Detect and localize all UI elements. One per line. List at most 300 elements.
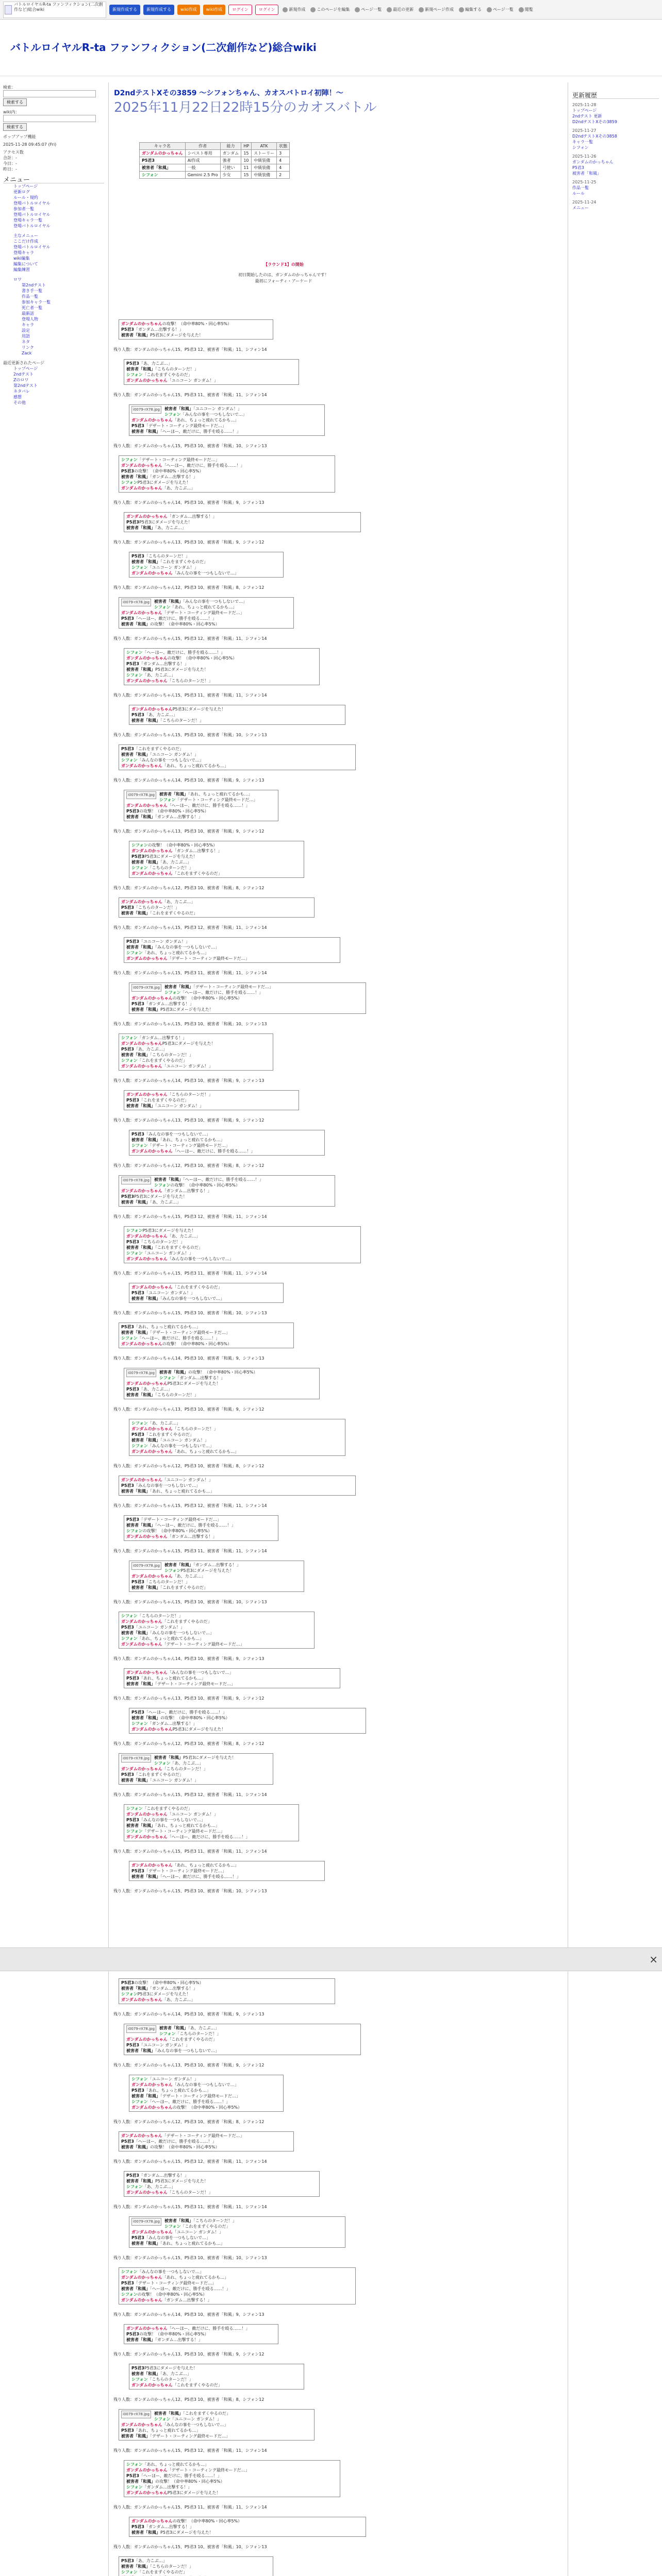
line-text: の攻撃！（命中率80%・回心率5%） bbox=[162, 1342, 232, 1346]
speaker-name[interactable]: 被害者「和風」 bbox=[126, 1682, 155, 1686]
speaker-name[interactable]: 被害者「和風」 bbox=[159, 2026, 188, 2030]
speaker-name[interactable]: 被害者「和風」 bbox=[121, 622, 150, 626]
speaker-name[interactable]: P5君3 bbox=[131, 2088, 144, 2093]
speaker-name[interactable]: シフォン bbox=[131, 843, 148, 848]
speaker-name[interactable]: P5君3 bbox=[126, 1240, 139, 1244]
speaker-name[interactable]: ガンダムのかっちゃん bbox=[131, 571, 173, 575]
speaker-name[interactable]: P5君3 bbox=[121, 327, 134, 332]
speaker-name[interactable]: ガンダムのかっちゃん bbox=[131, 1727, 173, 1732]
speaker-name[interactable]: 被害者「和風」 bbox=[154, 1177, 183, 1182]
speaker-name[interactable]: P5君3 bbox=[121, 1483, 134, 1488]
status-line: 残り人数：ガンダムのかっちゃん13、P5君3 10、被害者「和風」9、シフォン12 bbox=[113, 829, 264, 834]
speaker-name[interactable]: ガンダムのかっちゃん bbox=[121, 1478, 162, 1482]
speaker-name[interactable]: P5君3 bbox=[126, 1818, 139, 1822]
speaker-name[interactable]: シフォン bbox=[126, 2485, 143, 2489]
menu-item[interactable]: トップページ bbox=[13, 184, 38, 189]
menu2-item[interactable]: ここだけ作成 bbox=[13, 239, 38, 244]
speaker-name[interactable]: 被害者「和風」 bbox=[131, 560, 160, 564]
speaker-name[interactable]: P5君3 bbox=[131, 1132, 144, 1137]
menu2-item[interactable]: 編集について bbox=[13, 262, 38, 266]
speaker-name[interactable]: ガンダムのかっちゃん bbox=[131, 1285, 173, 1290]
speaker-name[interactable]: シフォン bbox=[131, 565, 148, 570]
speaker-name[interactable]: ガンダムのかっちゃん bbox=[121, 1619, 162, 1624]
menu2-item[interactable]: wiki編集 bbox=[13, 256, 30, 261]
tree-item[interactable]: 設定 bbox=[22, 328, 30, 333]
table-cell[interactable]: シフォン bbox=[140, 172, 186, 179]
menu-item[interactable]: 登場バトルロイヤル bbox=[13, 224, 51, 228]
speaker-name[interactable]: シフォン bbox=[164, 412, 181, 417]
speaker-name[interactable]: ガンダムのかっちゃん bbox=[121, 1642, 162, 1647]
speaker-name[interactable]: ガンダムのかっちゃん bbox=[121, 611, 162, 615]
log-line bbox=[131, 2530, 363, 2535]
speaker-name[interactable]: ガンダムのかっちゃん bbox=[131, 996, 173, 1001]
speaker-name[interactable]: ガンダムのかっちゃん bbox=[126, 1092, 168, 1097]
character-image[interactable]: i0079-rX78.jpg bbox=[131, 984, 161, 992]
tree-item[interactable]: リンク bbox=[22, 345, 34, 350]
speaker-name[interactable]: P5君3 bbox=[121, 616, 134, 621]
speaker-name[interactable]: シフォン bbox=[159, 798, 176, 802]
speaker-name[interactable]: シフォン bbox=[131, 1143, 148, 1148]
speaker-name[interactable]: シフォン bbox=[164, 2224, 181, 2229]
speaker-name[interactable]: 被害者「和風」 bbox=[154, 2411, 183, 2416]
speaker-name[interactable]: P5君3 bbox=[121, 2558, 134, 2563]
speaker-name[interactable]: シフォン bbox=[126, 1251, 143, 1256]
top-link-new[interactable]: 新規作成 bbox=[282, 7, 306, 12]
speaker-name[interactable]: シフォン bbox=[121, 758, 138, 762]
history-item[interactable]: 2ndテスト 更新 bbox=[572, 114, 602, 118]
speaker-name[interactable]: 被害者「和風」 bbox=[164, 985, 193, 989]
speaker-name[interactable]: P5君3 bbox=[121, 469, 134, 473]
speaker-name[interactable]: ガンダムのかっちゃん bbox=[131, 1574, 173, 1579]
speaker-name[interactable]: 被害者「和風」 bbox=[131, 1438, 160, 1443]
speaker-name[interactable]: P5君3 bbox=[121, 747, 134, 751]
speaker-name[interactable]: ガンダムのかっちゃん bbox=[131, 418, 173, 422]
speaker-name[interactable]: 被害者「和風」 bbox=[121, 333, 150, 337]
speaker-name[interactable]: ガンダムのかっちゃん bbox=[126, 1835, 168, 1839]
speaker-name[interactable]: P5君3 bbox=[126, 1517, 139, 1522]
character-image[interactable]: i0079-rX78.jpg bbox=[126, 1369, 156, 1377]
speaker-name[interactable]: ガンダムのかっちゃん bbox=[121, 1997, 162, 2002]
history-item[interactable]: ルール bbox=[572, 191, 585, 196]
speaker-name[interactable]: シフォン bbox=[159, 1376, 176, 1380]
log-entry-box bbox=[124, 790, 278, 821]
speaker-name[interactable]: 被害者「和風」 bbox=[121, 1200, 150, 1205]
speaker-name[interactable]: シフォン bbox=[131, 1721, 148, 1726]
speaker-name[interactable]: ガンダムのかっちゃん bbox=[126, 2190, 168, 2195]
top-link-pages[interactable]: ページ一覧 bbox=[486, 7, 515, 12]
speaker-name[interactable]: 被害者「和風」 bbox=[121, 1489, 150, 1494]
speaker-name[interactable]: 被害者「和風」 bbox=[121, 1631, 150, 1635]
speaker-name[interactable]: シフォン bbox=[154, 1761, 171, 1766]
top-link-recent[interactable]: 最近の更新 bbox=[386, 7, 415, 12]
speaker-name[interactable]: シフォン bbox=[121, 1058, 138, 1063]
speaker-name[interactable]: シフォン bbox=[154, 2417, 171, 2421]
tree-item[interactable]: ネタ bbox=[22, 340, 30, 344]
speaker-name[interactable]: 被害者「和風」 bbox=[164, 406, 193, 411]
speaker-name[interactable]: 被害者「和風」 bbox=[126, 1523, 155, 1528]
recent-item[interactable]: 第2ndテスト bbox=[13, 383, 38, 388]
speaker-name[interactable]: 被害者「和風」 bbox=[126, 2337, 155, 2342]
site-heading[interactable]: バトルロイヤルR-ta ファンフィクション(二次創作など)総合wiki bbox=[10, 41, 317, 54]
speaker-name[interactable]: P5君3 bbox=[126, 2332, 139, 2336]
speaker-name[interactable]: 被害者「和風」 bbox=[131, 1296, 160, 1301]
speaker-name[interactable]: ガンダムのかっちゃん bbox=[126, 2326, 168, 2331]
speaker-name[interactable]: 被害者「和風」 bbox=[126, 1823, 155, 1828]
speaker-name[interactable]: ガンダムのかっちゃん bbox=[121, 764, 162, 768]
log-line bbox=[126, 655, 317, 661]
history-item[interactable]: シフォン bbox=[572, 145, 589, 150]
speaker-name[interactable]: ガンダムのかっちゃん bbox=[131, 2105, 173, 2110]
speaker-name[interactable]: ガンダムのかっちゃん bbox=[126, 803, 168, 808]
speaker-name[interactable]: シフォン bbox=[164, 990, 181, 995]
speaker-name[interactable]: シフォン bbox=[121, 1614, 138, 1618]
speaker-name[interactable]: シフォン bbox=[126, 2462, 143, 2467]
create-button-2[interactable]: 新規作成する bbox=[143, 5, 174, 15]
tree-item[interactable]: 参加キャラ一覧 bbox=[22, 300, 51, 304]
speaker-name[interactable]: シフォン bbox=[154, 605, 171, 609]
recent-item[interactable]: 感想 bbox=[13, 395, 22, 399]
recent-item[interactable]: ネタバレ bbox=[13, 389, 30, 394]
speaker-name[interactable]: P5君3 bbox=[121, 1194, 134, 1199]
speaker-name[interactable]: ガンダムのかっちゃん bbox=[131, 2082, 173, 2087]
search2-button[interactable]: 検索する bbox=[3, 123, 27, 131]
speaker-name[interactable]: 被害者「和風」 bbox=[121, 2145, 150, 2149]
search-input[interactable] bbox=[3, 90, 96, 97]
speaker-name[interactable]: 被害者「和風」 bbox=[126, 2479, 155, 2484]
speaker-name[interactable]: ガンダムのかっちゃん bbox=[121, 463, 162, 468]
speaker-name[interactable]: 被害者「和風」 bbox=[159, 792, 188, 796]
speaker-name[interactable]: ガンダムのかっちゃん bbox=[126, 656, 168, 660]
speaker-name[interactable]: P5君3 bbox=[121, 1625, 134, 1630]
wiki-create-button-2[interactable]: wiki作成 bbox=[203, 5, 226, 15]
table-cell[interactable]: 被害者「和風」 bbox=[140, 164, 186, 172]
speaker-name[interactable]: シフォン bbox=[154, 1183, 171, 1188]
speaker-name[interactable]: シフォン bbox=[131, 1421, 148, 1426]
speaker-name[interactable]: シフォン bbox=[126, 1806, 143, 1811]
speaker-name[interactable]: 被害者「和風」 bbox=[126, 1245, 155, 1250]
speaker-name[interactable]: 被害者「和風」 bbox=[126, 815, 155, 819]
speaker-name[interactable]: ガンダムのかっちゃん bbox=[126, 1812, 168, 1817]
speaker-name[interactable]: シフォン bbox=[131, 2377, 148, 2382]
speaker-name[interactable]: ガンダムのかっちゃん bbox=[126, 2468, 168, 2472]
speaker-name[interactable]: 被害者「和風」 bbox=[131, 2094, 160, 2098]
speaker-name[interactable]: P5君3 bbox=[131, 1580, 144, 1584]
wiki-create-button-1[interactable]: wiki作成 bbox=[177, 5, 200, 15]
line-text: 「こちらのターンだ！」 bbox=[134, 905, 179, 910]
speaker-name[interactable]: ガンダムのかっちゃん bbox=[131, 1449, 173, 1454]
recent-item[interactable]: トップページ bbox=[13, 366, 38, 371]
create-button-1[interactable]: 新規作成する bbox=[109, 5, 140, 15]
history-item[interactable]: メニュー bbox=[572, 206, 589, 210]
speaker-name[interactable]: P5君3 bbox=[121, 1772, 134, 1777]
speaker-name[interactable]: P5君3 bbox=[126, 939, 139, 944]
speaker-name[interactable]: シフォン bbox=[159, 2031, 176, 2036]
speaker-name[interactable]: 被害者「和風」 bbox=[126, 2179, 155, 2183]
log-line bbox=[126, 2490, 338, 2496]
speaker-name[interactable]: 被害者「和風」 bbox=[126, 1104, 155, 1108]
table-cell[interactable]: ガンダムのかっちゃん bbox=[140, 150, 186, 157]
speaker-name[interactable]: ガンダムのかっちゃん bbox=[131, 2383, 173, 2387]
speaker-name[interactable]: シフォン bbox=[131, 2099, 148, 2104]
speaker-name[interactable]: 被害者「和風」 bbox=[121, 1986, 150, 1991]
speaker-name[interactable]: シフォン bbox=[121, 457, 138, 462]
speaker-name[interactable]: ガンダムのかっちゃん bbox=[126, 1670, 168, 1675]
speaker-name[interactable]: 被害者「和風」 bbox=[131, 2241, 160, 2246]
speaker-name[interactable]: P5君3 bbox=[121, 2139, 134, 2144]
top-link-view[interactable]: 閲覧 bbox=[518, 7, 534, 12]
speaker-name[interactable]: ガンダムのかっちゃん bbox=[121, 1342, 162, 1346]
speaker-name[interactable]: 被害者「和風」 bbox=[121, 2286, 150, 2291]
login-button-2[interactable]: ログイン bbox=[255, 5, 279, 15]
speaker-name[interactable]: P5君3 bbox=[131, 1869, 144, 1873]
top-link-edit2[interactable]: 編集する bbox=[458, 7, 483, 12]
speaker-name[interactable]: 被害者「和風」 bbox=[126, 367, 155, 371]
speaker-name[interactable]: 被害者「和風」 bbox=[154, 599, 183, 604]
speaker-name[interactable]: ガンダムのかっちゃん bbox=[131, 1149, 173, 1154]
speaker-name[interactable]: ガンダムのかっちゃん bbox=[121, 1041, 162, 1046]
speaker-name[interactable]: シフォン bbox=[126, 951, 143, 955]
login-button-1[interactable]: ログイン bbox=[228, 5, 252, 15]
character-image[interactable]: i0079-rX78.jpg bbox=[131, 406, 161, 414]
menu-item[interactable]: 更新ログ bbox=[13, 190, 30, 194]
speaker-name[interactable]: ガンダムのかっちゃん bbox=[126, 378, 168, 383]
recent-item[interactable]: 2ndテスト bbox=[13, 372, 34, 377]
speaker-name[interactable]: ガンダムのかっちゃん bbox=[121, 1189, 162, 1193]
speaker-name[interactable]: シフォン bbox=[121, 480, 138, 485]
line-text: 「へーほー、敵だけに、勝手を殴る……！」 bbox=[144, 1710, 227, 1715]
character-image[interactable]: i0079-rX78.jpg bbox=[121, 1755, 151, 1762]
speaker-name[interactable]: ガンダムのかっちゃん bbox=[121, 2275, 162, 2280]
speaker-name[interactable]: ガンダムのかっちゃん bbox=[131, 2519, 173, 2523]
menu-item[interactable]: 登場バトルロイヤル bbox=[13, 201, 51, 206]
speaker-name[interactable]: 被害者「和風」 bbox=[121, 911, 150, 916]
menu-item[interactable]: 参加者一覧 bbox=[13, 207, 34, 211]
speaker-name[interactable]: 被害者「和風」 bbox=[126, 1393, 155, 1397]
speaker-name[interactable]: ガンダムのかっちゃん bbox=[126, 1257, 168, 1261]
speaker-name[interactable]: 被害者「和風」 bbox=[126, 945, 155, 950]
speaker-name[interactable]: P5君3 bbox=[126, 662, 139, 666]
speaker-name[interactable]: ガンダムのかっちゃん bbox=[131, 849, 173, 853]
tree-item[interactable]: 最新話 bbox=[22, 311, 34, 316]
tree-item[interactable]: キャラ bbox=[22, 323, 34, 327]
speaker-name[interactable]: 被害者「和風」 bbox=[131, 2371, 160, 2376]
history-item[interactable]: トップページ bbox=[572, 108, 597, 113]
speaker-name[interactable]: P5君3 bbox=[121, 905, 134, 910]
speaker-name[interactable]: 被害者「和風」 bbox=[121, 1778, 150, 1783]
speaker-name[interactable]: P5君3 bbox=[131, 423, 144, 428]
speaker-name[interactable]: P5君3 bbox=[121, 1325, 134, 1329]
top-link-list[interactable]: ページ一覧 bbox=[354, 7, 383, 12]
speaker-name[interactable]: P5君3 bbox=[121, 2428, 134, 2433]
history-item[interactable]: ガンダムのかっちゃん bbox=[572, 160, 614, 164]
character-image[interactable]: i0079-rX78.jpg bbox=[121, 599, 151, 606]
speaker-name[interactable]: 被害者「和風」 bbox=[126, 667, 155, 672]
menu-item[interactable]: ルール・規約 bbox=[13, 195, 38, 200]
speaker-name[interactable]: P5君3 bbox=[126, 1098, 139, 1103]
search-button[interactable]: 検索する bbox=[3, 98, 27, 106]
speaker-name[interactable]: 被害者「和風」 bbox=[131, 1138, 160, 1142]
speaker-name[interactable]: ガンダムのかっちゃん bbox=[131, 1863, 173, 1868]
speaker-name[interactable]: P5君3 bbox=[126, 2043, 139, 2047]
speaker-name[interactable]: ガンダムのかっちゃん bbox=[126, 956, 168, 961]
menu-item[interactable]: 登場バトルロイヤル bbox=[13, 212, 51, 217]
speaker-name[interactable]: 被害者「和風」 bbox=[164, 2218, 193, 2223]
recent-item[interactable]: Zのロワ bbox=[13, 378, 29, 382]
tree-item[interactable]: 第2ndテスト bbox=[22, 283, 46, 287]
line-text: の攻撃！（命中率80%・回心率5%） bbox=[142, 1529, 212, 1533]
menu2-item[interactable]: 登場キャラ bbox=[13, 250, 34, 255]
speaker-name[interactable]: ガンダムのかっちゃん bbox=[121, 1767, 162, 1771]
speaker-name[interactable]: ガンダムのかっちゃん bbox=[121, 2133, 162, 2138]
speaker-name[interactable]: シフォン bbox=[131, 866, 148, 870]
speaker-name[interactable]: P5君3 bbox=[131, 1002, 144, 1006]
tree-item[interactable]: 書き手一覧 bbox=[22, 289, 42, 293]
top-link-newpage[interactable]: 新規ページ作成 bbox=[418, 7, 455, 12]
speaker-name[interactable]: シフォン bbox=[121, 1636, 138, 1641]
character-image[interactable]: i0079-rX78.jpg bbox=[131, 1562, 161, 1570]
speaker-name[interactable]: ガンダムのかっちゃん bbox=[126, 1234, 168, 1239]
speaker-name[interactable]: 被害者「和風」 bbox=[131, 2530, 160, 2535]
speaker-name[interactable]: 被害者「和風」 bbox=[131, 718, 160, 723]
log-line bbox=[121, 2144, 291, 2150]
site-selector[interactable] bbox=[3, 2, 106, 18]
speaker-name[interactable]: シフォン bbox=[121, 2269, 138, 2274]
speaker-name[interactable]: ガンダムのかっちゃん bbox=[131, 2230, 173, 2234]
menu2-item[interactable]: 登場バトルロイヤル bbox=[13, 245, 51, 249]
speaker-name[interactable]: シフォン bbox=[121, 2292, 138, 2297]
character-image[interactable]: i0079-rX78.jpg bbox=[121, 1177, 151, 1184]
speaker-name[interactable]: 被害者「和風」 bbox=[131, 1585, 160, 1590]
speaker-name[interactable]: シフォン bbox=[164, 1568, 181, 1573]
character-image[interactable]: i0079-rX78.jpg bbox=[131, 2218, 161, 2226]
search2-input[interactable] bbox=[3, 115, 96, 122]
speaker-name[interactable]: 被害者「和風」 bbox=[131, 1874, 160, 1879]
character-image[interactable]: i0079-rX78.jpg bbox=[126, 2025, 156, 2033]
speaker-name[interactable]: 被害者「和風」 bbox=[121, 2434, 150, 2438]
speaker-name[interactable]: 被害者「和風」 bbox=[121, 1053, 150, 1057]
speaker-name[interactable]: P5君3 bbox=[131, 713, 144, 717]
speaker-name[interactable]: ガンダムのかっちゃん bbox=[131, 707, 173, 711]
speaker-name[interactable]: P5君3 bbox=[131, 1291, 144, 1295]
speaker-name[interactable]: ガンダムのかっちゃん bbox=[126, 2037, 168, 2042]
top-link-edit[interactable]: このページを編集 bbox=[309, 7, 351, 12]
history-item[interactable]: キャラ一覧 bbox=[572, 140, 593, 144]
speaker-name[interactable]: P5君3 bbox=[126, 1676, 139, 1681]
history-item[interactable]: 作品一覧 bbox=[572, 185, 589, 190]
speaker-name[interactable]: 被害者「和風」 bbox=[164, 1563, 193, 1567]
speaker-name[interactable]: P5君3 bbox=[121, 1047, 134, 1052]
speaker-name[interactable]: シフォン bbox=[126, 673, 143, 677]
speaker-name[interactable]: P5君3 bbox=[126, 809, 139, 814]
menu2-item[interactable]: 編集練習 bbox=[13, 267, 30, 272]
speaker-name[interactable]: P5君3 bbox=[131, 854, 144, 859]
speaker-name[interactable]: ガンダムのかっちゃん bbox=[126, 514, 168, 519]
speaker-name[interactable]: シフォン bbox=[121, 1336, 138, 1341]
speaker-name[interactable]: 被害者「和風」 bbox=[121, 1330, 150, 1335]
speaker-name[interactable]: 被害者「和風」 bbox=[121, 752, 150, 757]
tree-item[interactable]: 用語 bbox=[22, 334, 30, 338]
table-cell[interactable]: P5君3 bbox=[140, 157, 186, 164]
tree-item[interactable]: ロワ bbox=[13, 277, 22, 282]
speaker-name[interactable]: P5君3 bbox=[131, 2366, 144, 2370]
speaker-name[interactable]: P5君3 bbox=[131, 1710, 144, 1715]
speaker-name[interactable]: シフォン bbox=[121, 1036, 138, 1040]
character-image[interactable]: i0079-rX78.jpg bbox=[121, 2411, 151, 2418]
speaker-name[interactable]: P5君3 bbox=[126, 2473, 139, 2478]
speaker-name[interactable]: P5君3 bbox=[126, 1387, 139, 1392]
speaker-name[interactable]: シフォン bbox=[126, 2184, 143, 2189]
speaker-name[interactable]: P5君3 bbox=[126, 520, 139, 524]
recent-item[interactable]: その他 bbox=[13, 400, 26, 405]
speaker-name[interactable]: ガンダムのかっちゃん bbox=[121, 2422, 162, 2427]
speaker-name[interactable]: P5君3 bbox=[126, 361, 139, 366]
speaker-name[interactable]: P5君3 bbox=[121, 1980, 134, 1985]
speaker-name[interactable]: シフォン bbox=[126, 372, 143, 377]
speaker-name[interactable]: 被害者「和風」 bbox=[121, 474, 150, 479]
speaker-name[interactable]: ガンダムのかっちゃん bbox=[126, 679, 168, 683]
history-item[interactable]: D2ndテストXその3858 bbox=[572, 134, 617, 139]
speaker-name[interactable]: ガンダムのかっちゃん bbox=[121, 486, 162, 490]
speaker-name[interactable]: ガンダムのかっちゃん bbox=[126, 1381, 168, 1386]
speaker-name[interactable]: ガンダムのかっちゃん bbox=[121, 900, 162, 904]
speaker-name[interactable]: シフォン bbox=[121, 2570, 138, 2574]
speaker-name[interactable]: シフォン bbox=[126, 1829, 143, 1834]
speaker-name[interactable]: P5君3 bbox=[121, 2281, 134, 2285]
speaker-name[interactable]: ガンダムのかっちゃん bbox=[131, 871, 173, 876]
tree-item[interactable]: Zack bbox=[22, 351, 32, 355]
speaker-name[interactable]: シフォン bbox=[126, 650, 143, 655]
speaker-name[interactable]: ガンダムのかっちゃん bbox=[121, 2298, 162, 2302]
speaker-name[interactable]: シフォン bbox=[121, 1992, 138, 1996]
speaker-name[interactable]: 被害者「和風」 bbox=[131, 1716, 160, 1720]
speaker-name[interactable]: 被害者「和風」 bbox=[131, 429, 160, 434]
close-icon[interactable]: × bbox=[649, 1953, 658, 1965]
speaker-name[interactable]: 被害者「和風」 bbox=[154, 1755, 183, 1760]
history-item[interactable]: D2ndテストXその3859 bbox=[572, 120, 617, 124]
tree-item[interactable]: 作品一覧 bbox=[22, 294, 38, 299]
speaker-name[interactable]: 被害者「和風」 bbox=[126, 2048, 155, 2053]
speaker-name[interactable]: P5君3 bbox=[131, 1432, 144, 1437]
speaker-name[interactable]: シフォン bbox=[126, 1228, 143, 1233]
speaker-name[interactable]: シフォン bbox=[131, 1444, 148, 1448]
menu-item[interactable]: 登場キャラ一覧 bbox=[13, 218, 42, 223]
speaker-name[interactable]: P5君3 bbox=[126, 2173, 139, 2178]
speaker-name[interactable]: ガンダムのかっちゃん bbox=[121, 321, 162, 326]
tree-item[interactable]: 登場人物 bbox=[22, 317, 38, 321]
menu2-item[interactable]: 主なメニュー bbox=[13, 233, 38, 238]
speaker-name[interactable]: ガンダムのかっちゃん bbox=[126, 2490, 168, 2495]
speaker-name[interactable]: 被害者「和風」 bbox=[131, 1007, 160, 1012]
tree-item[interactable]: 死亡者一覧 bbox=[22, 306, 42, 310]
character-image[interactable]: i0079-rX78.jpg bbox=[126, 791, 156, 799]
speaker-name[interactable]: P5君3 bbox=[131, 2524, 144, 2529]
history-item[interactable]: 被害者「和風」 bbox=[572, 171, 601, 176]
speaker-name[interactable]: ガンダムのかっちゃん bbox=[126, 1534, 168, 1539]
line-text: 「こちらのターンだ！」 bbox=[155, 1393, 198, 1397]
speaker-name[interactable]: ガンダムのかっちゃん bbox=[131, 1427, 173, 1431]
speaker-name[interactable]: 被害者「和風」 bbox=[159, 1370, 188, 1375]
speaker-name[interactable]: シフォン bbox=[126, 1529, 143, 1533]
speaker-name[interactable]: P5君3 bbox=[131, 554, 144, 558]
speaker-name[interactable]: ガンダムのかっちゃん bbox=[121, 1064, 162, 1069]
speaker-name[interactable]: 被害者「和風」 bbox=[131, 860, 160, 865]
speaker-name[interactable]: シフォン bbox=[131, 2077, 148, 2081]
history-item[interactable]: P5君3 bbox=[572, 165, 585, 170]
line-text: 「へーほー、敵だけに、勝手を殴る……！」 bbox=[147, 2099, 230, 2104]
speaker-name[interactable]: P5君3 bbox=[131, 2235, 144, 2240]
speaker-name[interactable]: 被害者「和風」 bbox=[121, 2564, 150, 2569]
speaker-name[interactable]: 被害者「和風」 bbox=[126, 526, 155, 530]
